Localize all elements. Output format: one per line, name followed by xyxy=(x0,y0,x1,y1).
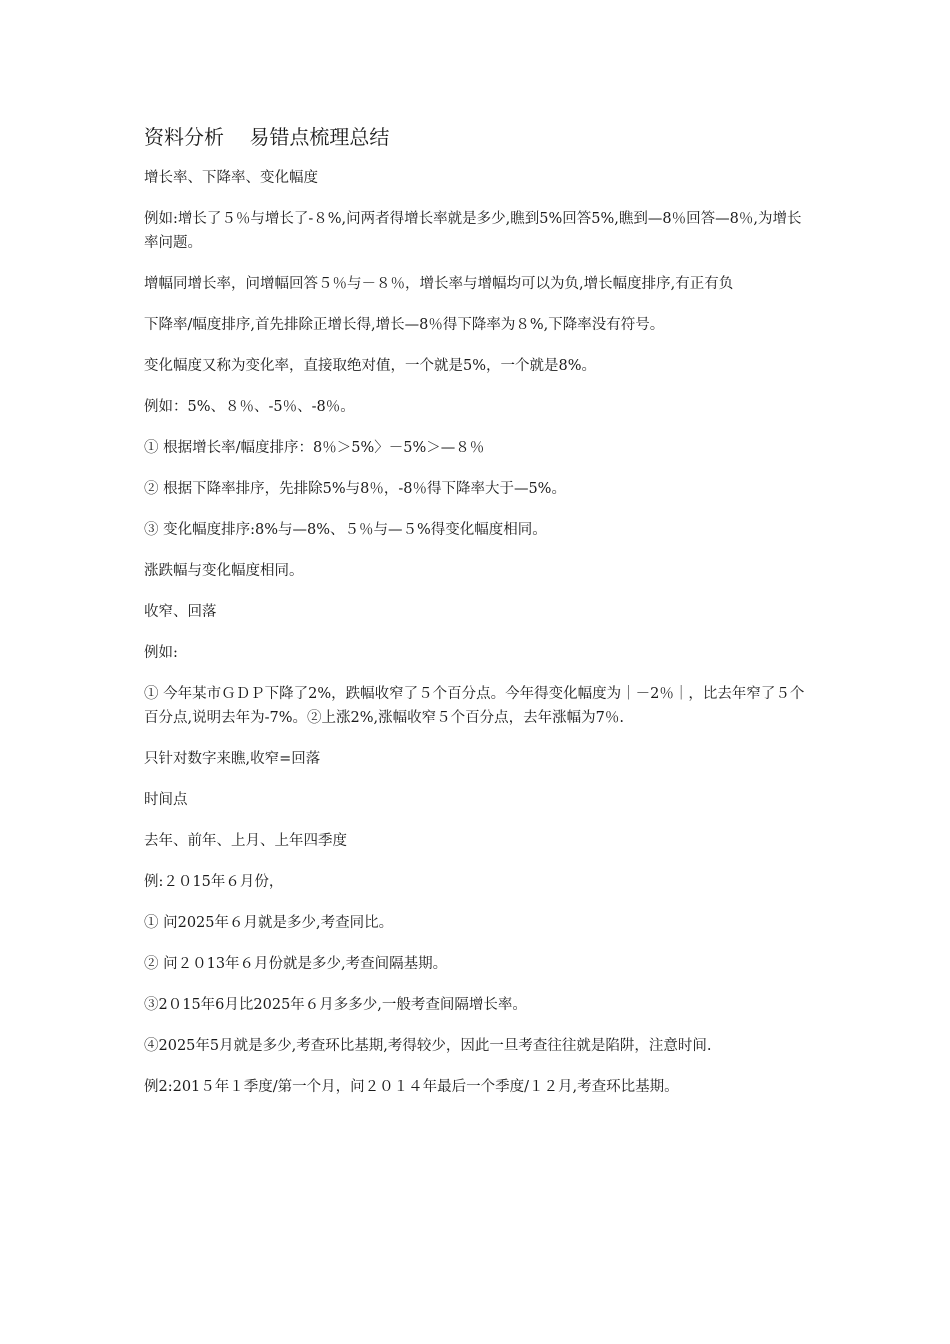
paragraph-gdp-example: ① 今年某市ＧＤＰ下降了2%，跌幅收窄了５个百分点。今年得变化幅度为｜－2％｜，比去年窄了５个百分点,说明去年为-7%。②上涨2%,涨幅收窄５个百分点，去年涨幅为7％. xyxy=(144,686,805,726)
list-item-decline-sort: ② 根据下降率排序，先排除5%与8％，-8％得下降率大于—5%。 xyxy=(144,481,566,497)
list-item-yoy: ① 问2025年６月就是多少,考查同比。 xyxy=(144,915,394,931)
list-item-growth-sort: ① 根据增长率/幅度排序：8％＞5%〉－5%＞—８％ xyxy=(144,440,485,456)
paragraph-increase-range: 增幅同增长率，问增幅回答５％与－８％，增长率与增幅均可以为负,增长幅度排序,有正有负 xyxy=(144,276,734,292)
paragraph-rise-fall: 涨跌幅与变化幅度相同。 xyxy=(144,563,304,579)
paragraph-decline-rate: 下降率/幅度排序,首先排除正增长得,增长—8％得下降率为８%,下降率没有符号。 xyxy=(144,317,665,333)
paragraph-narrow-note: 只针对数字来瞧,收窄=回落 xyxy=(144,751,321,767)
document-title: 资料分析 易错点梳理总结 xyxy=(144,125,390,149)
list-item-mom-base: ④2025年5月就是多少,考查环比基期,考得较少，因此一旦考查往往就是陷阱，注意时间. xyxy=(144,1038,712,1054)
list-item-interval-growth: ③2０15年6月比2025年６月多多少,一般考查间隔增长率。 xyxy=(144,997,527,1013)
list-item-interval-base: ② 问２０13年６月份就是多少,考查间隔基期。 xyxy=(144,956,448,972)
paragraph-change-range: 变化幅度又称为变化率，直接取绝对值，一个就是5%，一个就是8%。 xyxy=(144,358,597,374)
paragraph-example-growth: 例如:增长了５％与增长了-８%,问两者得增长率就是多少,瞧到5%回答5%,瞧到—8％回答—8％,为增长率问题。 xyxy=(144,211,802,251)
paragraph-example-label: 例如: xyxy=(144,645,178,661)
paragraph-example-values: 例如：5%、８％、-5％、-8％。 xyxy=(144,399,355,415)
section-heading-time-point: 时间点 xyxy=(144,792,188,808)
list-item-change-sort: ③ 变化幅度排序:8%与—8%、５％与—５%得变化幅度相同。 xyxy=(144,522,547,538)
section-heading-narrow: 收窄、回落 xyxy=(144,604,217,620)
section-heading-growth-rate: 增长率、下降率、变化幅度 xyxy=(144,170,318,186)
document-body xyxy=(144,122,812,1116)
paragraph-time-example: 例:２０15年６月份， xyxy=(144,874,284,890)
paragraph-example-2: 例2:201５年１季度/第一个月，问２０１４年最后一个季度/１２月,考查环比基期。 xyxy=(144,1079,679,1095)
paragraph-time-terms: 去年、前年、上月、上年四季度 xyxy=(144,833,347,849)
